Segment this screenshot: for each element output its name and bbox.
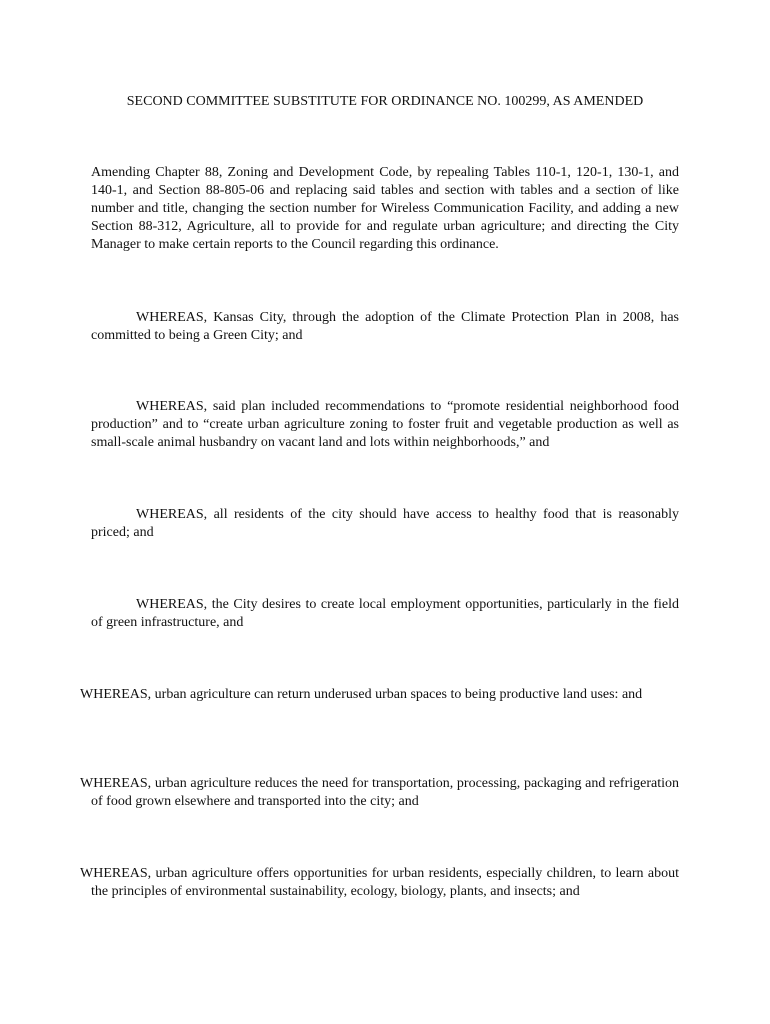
whereas-clause: WHEREAS, urban agriculture reduces the need for transportation, processing, packaging and refrigeration of food grown elsewhere and transported into the city; and: [80, 776, 679, 809]
whereas-clause: WHEREAS, urban agriculture can return underused urban spaces to being productive land uses: and: [80, 687, 643, 702]
ordinance-title: SECOND COMMITTEE SUBSTITUTE FOR ORDINANCE NO. 100299, AS AMENDED: [126, 94, 644, 109]
whereas-clause: WHEREAS, said plan included recommendations to “promote residential neighborhood food production” and to “create urban agriculture zoning to foster fruit and vegetable production as well as small-scale animal husbandry on vacant land and lots within neighborhoods,” and: [91, 399, 679, 450]
whereas-clause: WHEREAS, urban agriculture offers opportunities for urban residents, especially children, to learn about the principles of environmental sustainability, ecology, biology, plants, and insects; and: [80, 866, 679, 899]
ordinance-summary: Amending Chapter 88, Zoning and Development Code, by repealing Tables 110-1, 120-1, 130-1, and 140-1, and Section 88-805-06 and replacing said tables and section with tables and a section of like number and title, changing the section number for Wireless Communication Facility, and adding a new Section 88-312, Agriculture, all to provide for and regulate urban agriculture; and directing the City Manager to make certain reports to the Council regarding this ordinance.: [91, 165, 679, 252]
whereas-clause: WHEREAS, the City desires to create local employment opportunities, particularly in the field of green infrastructure, and: [91, 597, 679, 630]
whereas-clause: WHEREAS, all residents of the city should have access to healthy food that is reasonably priced; and: [91, 507, 679, 540]
whereas-clause: WHEREAS, Kansas City, through the adoption of the Climate Protection Plan in 2008, has committed to being a Green City; and: [91, 310, 679, 343]
